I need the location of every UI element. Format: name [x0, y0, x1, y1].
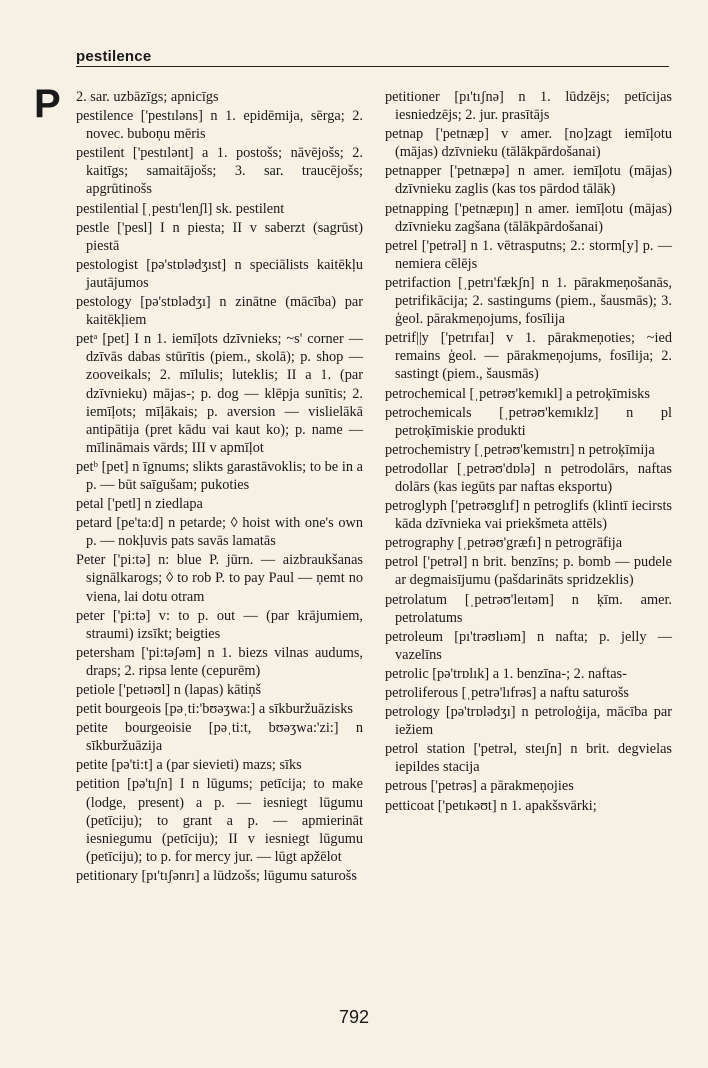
dictionary-entry: petitioner [pı'tıʃnə] n 1. lūdzējs; petīcijas iesniedzējs; 2. jur. prasītājs — [385, 89, 672, 124]
dictionary-entry: petitionary [pı'tıʃənrı] a lūdzošs; lūgumu saturošs — [76, 867, 357, 884]
dictionary-entry: petrif||y ['petrıfaı] v 1. pārakmeņoties; ~ied remains ģeol. — pārakmeņojums, fosīlija; 2. sastingt (piem., šausmās) — [385, 330, 672, 383]
dictionary-entry: pestilent ['pestılənt] a 1. postošs; nāvējošs; 2. kaitīgs; samaitājošs; 3. sar. traucējošs; apgrūtinošs — [76, 145, 363, 198]
dictionary-entry: petᵃ [pet] I n 1. iemīļots dzīvnieks; ~s' corner — dzīvās dabas stūrītis (piem., skolā); p. shop — zooveikals; 2. mīlulis; luteklis; II a 1. (par dzīvnieku) mājas-; p. dog — klēpja sunītis; 2. iemīļots; mīļākais; p. aversion — vislielākā antipātija (pret kādu vai kaut ko); p. name — mīlināmais vārds; III v apmīļot — [76, 331, 363, 456]
dictionary-entry: pestilence ['pestıləns] n 1. epidēmija, sērga; 2. novec. buboņu mēris — [76, 108, 363, 143]
dictionary-entry: petal ['petl] n ziedlapa — [76, 496, 203, 513]
dictionary-entry: pestologist [pə'stɒlədʒıst] n speciālists kaitēkļu jautājumos — [76, 256, 363, 291]
dictionary-entry: petrology [pə'trɒlədʒı] n petroloģija, mācība par iežiem — [385, 704, 672, 739]
dictionary-entry: petrolatum [ˌpetrəʊ'leıtəm] n ķīm. amer. petrolatums — [385, 591, 672, 626]
dictionary-entry: petrochemical [ˌpetrəʊ'kemıkl] a petroķīmisks — [385, 385, 650, 402]
right-column — [385, 88, 672, 816]
dictionary-entry: petersham ['pi:təʃəm] n 1. biezs vilnas audums, draps; 2. ripsa lente (cepurēm) — [76, 644, 363, 679]
page-number: 792 — [338, 1007, 370, 1027]
dictionary-entry: petrodollar [ˌpetrəʊ'dɒlə] n petrodolārs, naftas dolārs (kas iegūts par naftas eksportu) — [385, 460, 672, 495]
dictionary-entry: petrochemistry [ˌpetrəʊ'kemıstrı] n petroķīmija — [385, 441, 655, 458]
dictionary-entry: petrifaction [ˌpetrı'fækʃn] n 1. pārakmeņošanās, petrifikācija; 2. sastingums (piem., šausmās); 3. ģeol. pārakmeņojums, fosīlija — [385, 274, 672, 328]
dictionary-entry: petard [pe'ta:d] n petarde; ◊ hoist with one's own p. — nokļuvis pats savās lamatās — [76, 515, 363, 550]
dictionary-entry: petticoat ['petıkəʊt] n 1. apakšsvārki; — [385, 797, 597, 814]
header-rule — [76, 66, 669, 67]
dictionary-entry: petnapper ['petnæpə] n amer. iemīļotu (mājas) dzīvnieku zaglis (kas tos pārdod tālāk) — [385, 163, 672, 198]
left-column — [76, 88, 363, 886]
dictionary-entry: petiole ['petɪəʊl] n (lapas) kātiņš — [76, 682, 262, 698]
letter-tab: P — [34, 82, 61, 126]
dictionary-entry: pestilential [ˌpestı'lenʃl] sk. pestilent — [76, 200, 285, 217]
dictionary-entry: petnapping ['petnæpıŋ] n amer. iemīļotu (mājas) dzīvnieku zagšana (tālākpārdošanai) — [385, 200, 672, 235]
dictionary-entry: petnap ['petnæp] v amer. [no]zagt iemīļotu (mājas) dzīvnieku (tālākpārdošanai) — [385, 126, 672, 161]
dictionary-entry: petition [pə'tıʃn] I n lūgums; petīcija; to make (lodge, present) a p. — iesniegt lūgumu (petīciju); to grant a p. — apmierināt iesniegumu (petīciju); II v iesniegt lūgumu (petīciju); to p. for mercy jur. — lūgt apžēlot — [76, 776, 363, 865]
dictionary-entry: petrol station ['petrəl, steıʃn] n brit. degvielas iepildes stacija — [385, 741, 672, 776]
dictionary-entry: peter ['pi:tə] v: to p. out — (par krājumiem, straumi) izsīkt; beigties — [76, 607, 363, 642]
dictionary-entry: pestle ['pesl] I n piesta; II v saberzt (sagrūst) piestā — [76, 219, 363, 254]
dictionary-entry: petrography [ˌpetrəʊ'græfı] n petrogrāfija — [385, 535, 623, 552]
dictionary-entry: petrol ['petrəl] n brit. benzīns; p. bomb — pudele ar degmaisījumu (pašdarināts spridzeklis) — [385, 554, 672, 589]
running-head: pestilence — [76, 48, 152, 65]
dictionary-entry: petrous ['petrəs] a pārakmeņojies — [385, 778, 574, 795]
dictionary-entry: petite [pə'ti:t] a (par sievieti) mazs; sīks — [76, 757, 302, 774]
dictionary-entry: petrochemicals [ˌpetrəʊ'kemıklz] n pl petroķīmiskie produkti — [385, 404, 672, 439]
entry-continuation: 2. sar. uzbāzīgs; apnicīgs — [76, 89, 219, 105]
dictionary-entry: petroliferous [ˌpetrə'lıfrəs] a naftu saturošs — [385, 685, 629, 701]
dictionary-entry: pestology [pə'stɒlədʒı] n zinātne (mācība) par kaitēkļiem — [76, 294, 363, 329]
dictionary-entry: petroleum [pı'trəʊlıəm] n nafta; p. jelly — vazelīns — [385, 628, 672, 663]
dictionary-entry: petrolic [pə'trɒlık] a 1. benzīna-; 2. naftas- — [385, 665, 627, 682]
dictionary-entry: Peter ['pi:tə] n: blue P. jūrn. — aizbraukšanas signālkarogs; ◊ to rob P. to pay Paul — ņemt no viena, lai dotu otram — [76, 552, 363, 605]
dictionary-entry: petrel ['petrəl] n 1. vētrasputns; 2.: storm[y] p. — nemiera cēlējs — [385, 237, 672, 272]
dictionary-entry: petroglyph ['petrəʊglıf] n petroglifs (klintī iecirsts kāda dzīvnieka vai priekšmeta attēls) — [385, 498, 672, 533]
dictionary-entry: petᵇ [pet] n īgnums; slikts garastāvoklis; to be in a p. — būt saīgušam; pukoties — [76, 458, 363, 493]
dictionary-entry: petite bourgeoisie [pəˌti:t, bʊəʒwa:'zi:] n sīkburžuāzija — [76, 720, 363, 755]
dictionary-entry: petit bourgeois [pəˌti:'bʊəʒwa:] a sīkburžuāzisks — [76, 701, 353, 718]
